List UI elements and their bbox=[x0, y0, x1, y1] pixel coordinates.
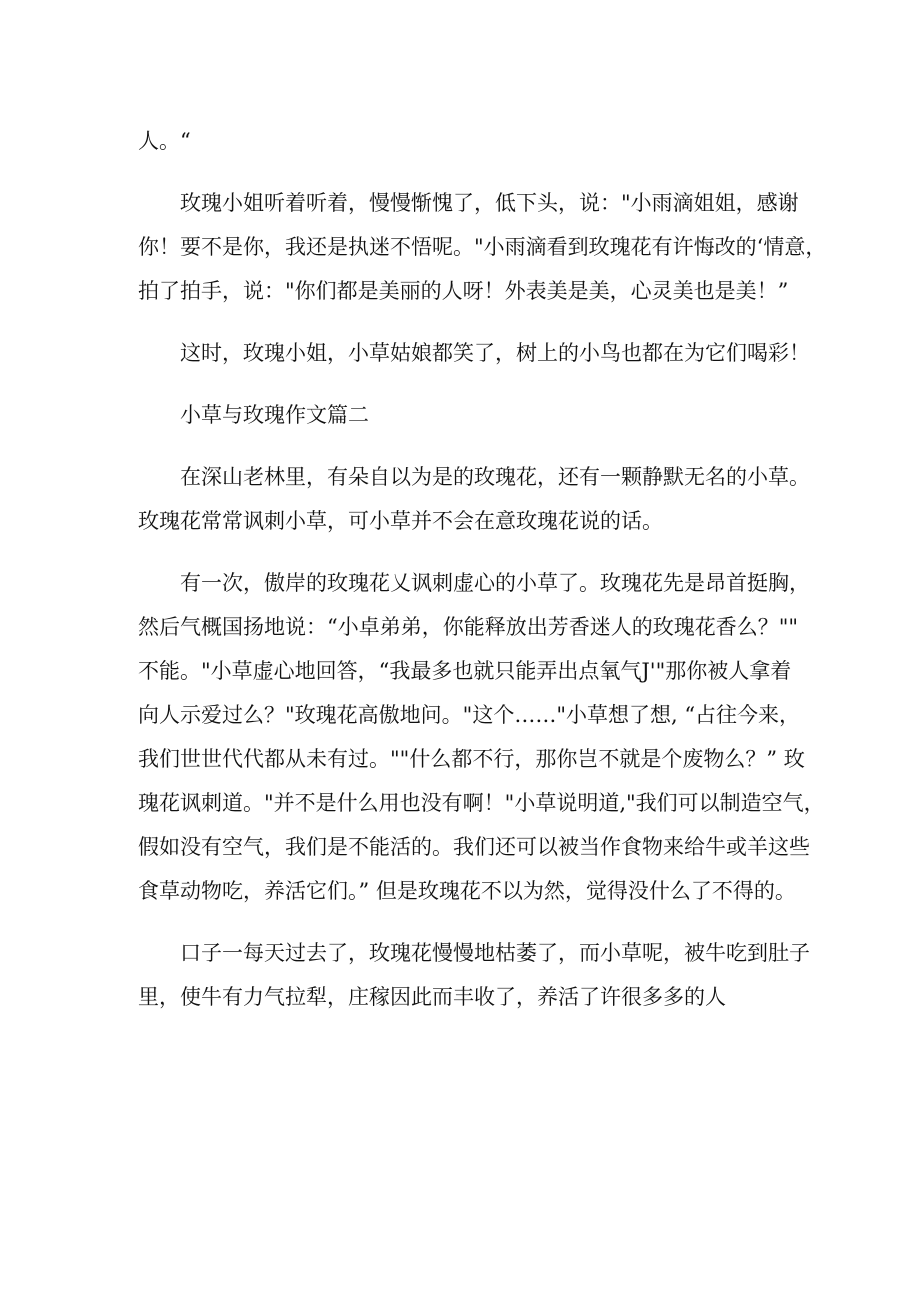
text-line: 有一次，傲岸的玫瑰花乂讽刺虚心的小草了。玫瑰花先是昂首挺胸， bbox=[180, 571, 810, 595]
document-body bbox=[138, 119, 827, 1019]
paragraph-6 bbox=[138, 931, 810, 1019]
text-line: 我们世世代代都从未有过。""什么都不行，那你岂不就是个废物么？” 玫 bbox=[138, 747, 805, 771]
text-line: 里，使牛有力气拉犁，庄稼因此而丰收了，养活了许很多多的人 bbox=[138, 985, 726, 1009]
text-line: 在深山老林里，有朵自以为是的玫瑰花，还有一颗静默无名的小草。 bbox=[180, 465, 810, 489]
paragraph-4 bbox=[138, 455, 810, 543]
heading-line: 小草与玫瑰作文篇二 bbox=[180, 403, 369, 427]
paragraph-1 bbox=[138, 181, 827, 313]
paragraph-2 bbox=[138, 331, 810, 375]
paragraph-5 bbox=[138, 561, 825, 913]
paragraph-0 bbox=[138, 119, 788, 163]
text-line: 假如没有空气，我们是不能活的。我们还可以被当作食物来给牛或羊这些 bbox=[138, 835, 810, 859]
text-line: 玫瑰小姐听着听着，慢慢惭愧了，低下头，说："小雨滴姐姐，感谢 bbox=[180, 191, 799, 215]
text-line: 玫瑰花常常讽刺小草，可小草并不会在意玫瑰花说的话。 bbox=[138, 509, 663, 533]
text-line: 食草动物吃，养活它们。” 但是玫瑰花不以为然，觉得没什么了不得的。 bbox=[138, 879, 796, 903]
text-line: 人。“ bbox=[138, 129, 191, 153]
text-line: 向人示爱过么？"玫瑰花高傲地问。"这个……"小草想了想, “占往今来， bbox=[138, 703, 801, 727]
text-line: 不能。"小草虚心地回答，“我最多也就只能弄出点氧气J'"那你被人拿着 bbox=[138, 659, 792, 683]
text-line: 然后气概国扬地说：“小卓弟弟，你能释放出芳香迷人的玫瑰花香么？"" bbox=[138, 615, 799, 639]
text-line: 瑰花讽刺道。"并不是什么用也没有啊！"小草说明道,"我们可以制造空气， bbox=[138, 791, 825, 815]
text-line: 这时，玫瑰小姐，小草姑娘都笑了，树上的小鸟也都在为它们喝彩！ bbox=[180, 341, 810, 365]
text-line: 口子一每天过去了，玫瑰花慢慢地枯萎了，而小草呢，被牛吃到肚子 bbox=[180, 941, 810, 965]
text-line: 你！要不是你，我还是执迷不悟呢。"小雨滴看到玫瑰花有许悔改的‘情意， bbox=[138, 235, 827, 259]
section-heading bbox=[138, 393, 788, 437]
text-line: 拍了拍手，说："你们都是美丽的人呀！外表美是美，心灵美也是美！” bbox=[138, 279, 789, 303]
